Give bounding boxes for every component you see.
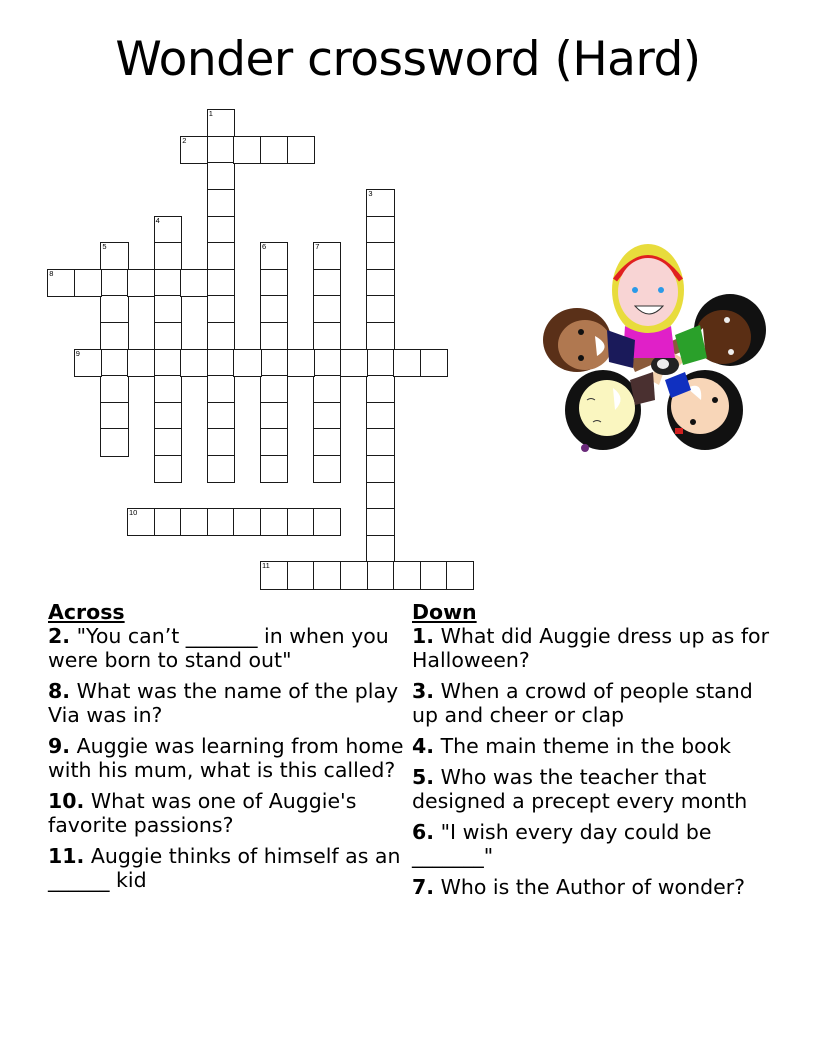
cell-number: 3	[368, 189, 373, 198]
clue-text: Auggie thinks of himself as an ______ kid	[48, 844, 401, 892]
crossword-cell[interactable]	[260, 561, 288, 589]
crossword-cell[interactable]	[313, 375, 341, 403]
crossword-cell[interactable]	[313, 322, 341, 350]
crossword-cell[interactable]	[207, 189, 235, 217]
clue-number: 3.	[412, 679, 435, 703]
crossword-cell[interactable]	[313, 561, 341, 589]
crossword-cell[interactable]	[260, 402, 288, 430]
clue-number: 1.	[412, 624, 435, 648]
crossword-cell[interactable]	[366, 535, 394, 563]
clue-text: Who was the teacher that designed a precept every month	[412, 765, 748, 813]
crossword-cell[interactable]	[446, 561, 474, 589]
crossword-cell[interactable]	[366, 242, 394, 270]
clue-text: "I wish every day could be _______"	[412, 820, 712, 868]
crossword-cell[interactable]	[127, 349, 155, 377]
clue-down-4	[412, 734, 782, 758]
clue-across-9	[48, 734, 408, 782]
crossword-cell[interactable]	[180, 136, 208, 164]
crossword-cell[interactable]	[366, 269, 394, 297]
crossword-cell[interactable]	[313, 508, 341, 536]
crossword-cell[interactable]	[366, 189, 394, 217]
crossword-cell[interactable]	[47, 269, 75, 297]
clue-number: 7.	[412, 875, 435, 899]
crossword-cell[interactable]	[100, 322, 128, 350]
crossword-cell[interactable]	[154, 349, 182, 377]
crossword-cell[interactable]	[313, 428, 341, 456]
clue-down-3	[412, 679, 782, 727]
crossword-cell[interactable]	[233, 136, 261, 164]
cell-number: 1	[208, 109, 213, 119]
crossword-cell[interactable]	[180, 508, 208, 536]
crossword-cell[interactable]	[313, 242, 341, 270]
cell-number: 11	[262, 561, 270, 571]
crossword-cell[interactable]	[154, 508, 182, 536]
clue-text: Auggie was learning from home with his mum, what is this called?	[48, 734, 404, 782]
crossword-cell[interactable]	[287, 508, 315, 536]
clue-number: 5.	[412, 765, 435, 789]
crossword-cell[interactable]	[260, 375, 288, 403]
down-heading: Down	[412, 600, 477, 624]
crossword-grid	[48, 110, 478, 590]
kids-circle-icon	[535, 240, 775, 460]
crossword-cell[interactable]	[393, 561, 421, 589]
crossword-cell[interactable]	[154, 402, 182, 430]
clue-text: "You can’t _______ in when you were born to stand out"	[48, 624, 389, 672]
down-clues	[412, 600, 782, 906]
crossword-cell[interactable]	[207, 269, 235, 297]
crossword-cell[interactable]	[154, 269, 182, 297]
clue-down-7	[412, 875, 782, 899]
crossword-cell[interactable]	[100, 428, 128, 456]
crossword-cell[interactable]	[154, 295, 182, 323]
crossword-cell[interactable]	[340, 349, 368, 377]
cell-number: 5	[102, 242, 107, 252]
crossword-cell[interactable]	[154, 216, 182, 244]
crossword-cell[interactable]	[207, 375, 235, 403]
crossword-cell[interactable]	[260, 322, 288, 350]
crossword-cell[interactable]	[207, 295, 235, 323]
cell-number: 7	[315, 242, 320, 252]
crossword-cell[interactable]	[207, 162, 235, 190]
clue-text: What did Auggie dress up as for Halloween?	[412, 624, 770, 672]
crossword-cell[interactable]	[366, 561, 394, 589]
crossword-cell[interactable]	[366, 508, 394, 536]
crossword-cell[interactable]	[100, 375, 128, 403]
children-illustration	[535, 240, 775, 460]
clue-number: 6.	[412, 820, 435, 844]
crossword-cell[interactable]	[154, 375, 182, 403]
crossword-cell[interactable]	[207, 216, 235, 244]
crossword-cell[interactable]	[260, 269, 288, 297]
crossword-cell[interactable]	[207, 322, 235, 350]
crossword-cell[interactable]	[313, 455, 341, 483]
crossword-cell[interactable]	[100, 295, 128, 323]
crossword-cell[interactable]	[366, 455, 394, 483]
crossword-cell[interactable]	[207, 349, 235, 377]
crossword-cell[interactable]	[100, 242, 128, 270]
crossword-cell[interactable]	[366, 322, 394, 350]
crossword-cell[interactable]	[207, 109, 235, 137]
clue-number: 10.	[48, 789, 85, 813]
crossword-cell[interactable]	[154, 242, 182, 270]
clue-text: When a crowd of people stand up and cheer or clap	[412, 679, 753, 727]
crossword-cell[interactable]	[207, 242, 235, 270]
crossword-cell[interactable]	[420, 349, 448, 377]
crossword-cell[interactable]	[100, 349, 128, 377]
crossword-cell[interactable]	[74, 269, 102, 297]
crossword-cell[interactable]	[260, 428, 288, 456]
crossword-cell[interactable]	[287, 349, 315, 377]
crossword-cell[interactable]	[287, 136, 315, 164]
cell-number: 9	[75, 348, 80, 358]
cell-number: 6	[262, 242, 267, 252]
crossword-cell[interactable]	[207, 508, 235, 536]
crossword-cell[interactable]	[154, 428, 182, 456]
crossword-cell[interactable]	[366, 349, 394, 377]
clue-number: 11.	[48, 844, 85, 868]
crossword-cell[interactable]	[180, 349, 208, 377]
crossword-cell[interactable]	[313, 269, 341, 297]
crossword-cell[interactable]	[340, 561, 368, 589]
crossword-cell[interactable]	[260, 136, 288, 164]
clue-number: 2.	[48, 624, 71, 648]
crossword-cell[interactable]	[313, 402, 341, 430]
clue-text: What was one of Auggie's favorite passions?	[48, 789, 357, 837]
crossword-cell[interactable]	[366, 216, 394, 244]
crossword-cell[interactable]	[393, 349, 421, 377]
clue-number: 4.	[412, 734, 435, 758]
crossword-cell[interactable]	[100, 402, 128, 430]
clue-across-10	[48, 789, 408, 837]
page-title: Wonder crossword (Hard)	[115, 32, 701, 87]
clue-down-5	[412, 765, 782, 813]
crossword-cell[interactable]	[207, 136, 235, 164]
crossword-cell[interactable]	[207, 455, 235, 483]
clue-across-11	[48, 844, 408, 892]
crossword-cell[interactable]	[233, 508, 261, 536]
crossword-cell[interactable]	[420, 561, 448, 589]
cell-number: 10	[129, 508, 138, 518]
clue-down-6	[412, 820, 782, 868]
clue-across-2	[48, 624, 408, 672]
crossword-cell[interactable]	[260, 242, 288, 270]
crossword-cell[interactable]	[74, 349, 102, 377]
crossword-cell[interactable]	[127, 508, 155, 536]
crossword-cell[interactable]	[154, 322, 182, 350]
clue-text: Who is the Author of wonder?	[440, 875, 746, 899]
crossword-cell[interactable]	[366, 375, 394, 403]
crossword-cell[interactable]	[100, 269, 128, 297]
crossword-cell[interactable]	[154, 455, 182, 483]
crossword-cell[interactable]	[366, 428, 394, 456]
crossword-cell[interactable]	[180, 269, 208, 297]
cell-number: 8	[49, 268, 54, 278]
crossword-cell[interactable]	[260, 295, 288, 323]
clue-number: 9.	[48, 734, 71, 758]
crossword-cell[interactable]	[366, 482, 394, 510]
clue-across-8	[48, 679, 408, 727]
crossword-cell[interactable]	[366, 402, 394, 430]
across-clues	[48, 600, 408, 899]
crossword-cell[interactable]	[207, 402, 235, 430]
crossword-cell[interactable]	[233, 349, 261, 377]
clue-number: 8.	[48, 679, 71, 703]
across-heading: Across	[48, 600, 125, 624]
crossword-cell[interactable]	[260, 349, 288, 377]
crossword-cell[interactable]	[260, 455, 288, 483]
crossword-cell[interactable]	[207, 428, 235, 456]
crossword-cell[interactable]	[366, 295, 394, 323]
crossword-cell[interactable]	[313, 295, 341, 323]
clue-text: The main theme in the book	[440, 734, 732, 758]
cell-number: 4	[155, 215, 160, 225]
clue-down-1	[412, 624, 782, 672]
crossword-cell[interactable]	[287, 561, 315, 589]
crossword-cell[interactable]	[313, 349, 341, 377]
clue-text: What was the name of the play Via was in?	[48, 679, 399, 727]
crossword-cell[interactable]	[260, 508, 288, 536]
cell-number: 2	[182, 135, 187, 145]
crossword-cell[interactable]	[127, 269, 155, 297]
